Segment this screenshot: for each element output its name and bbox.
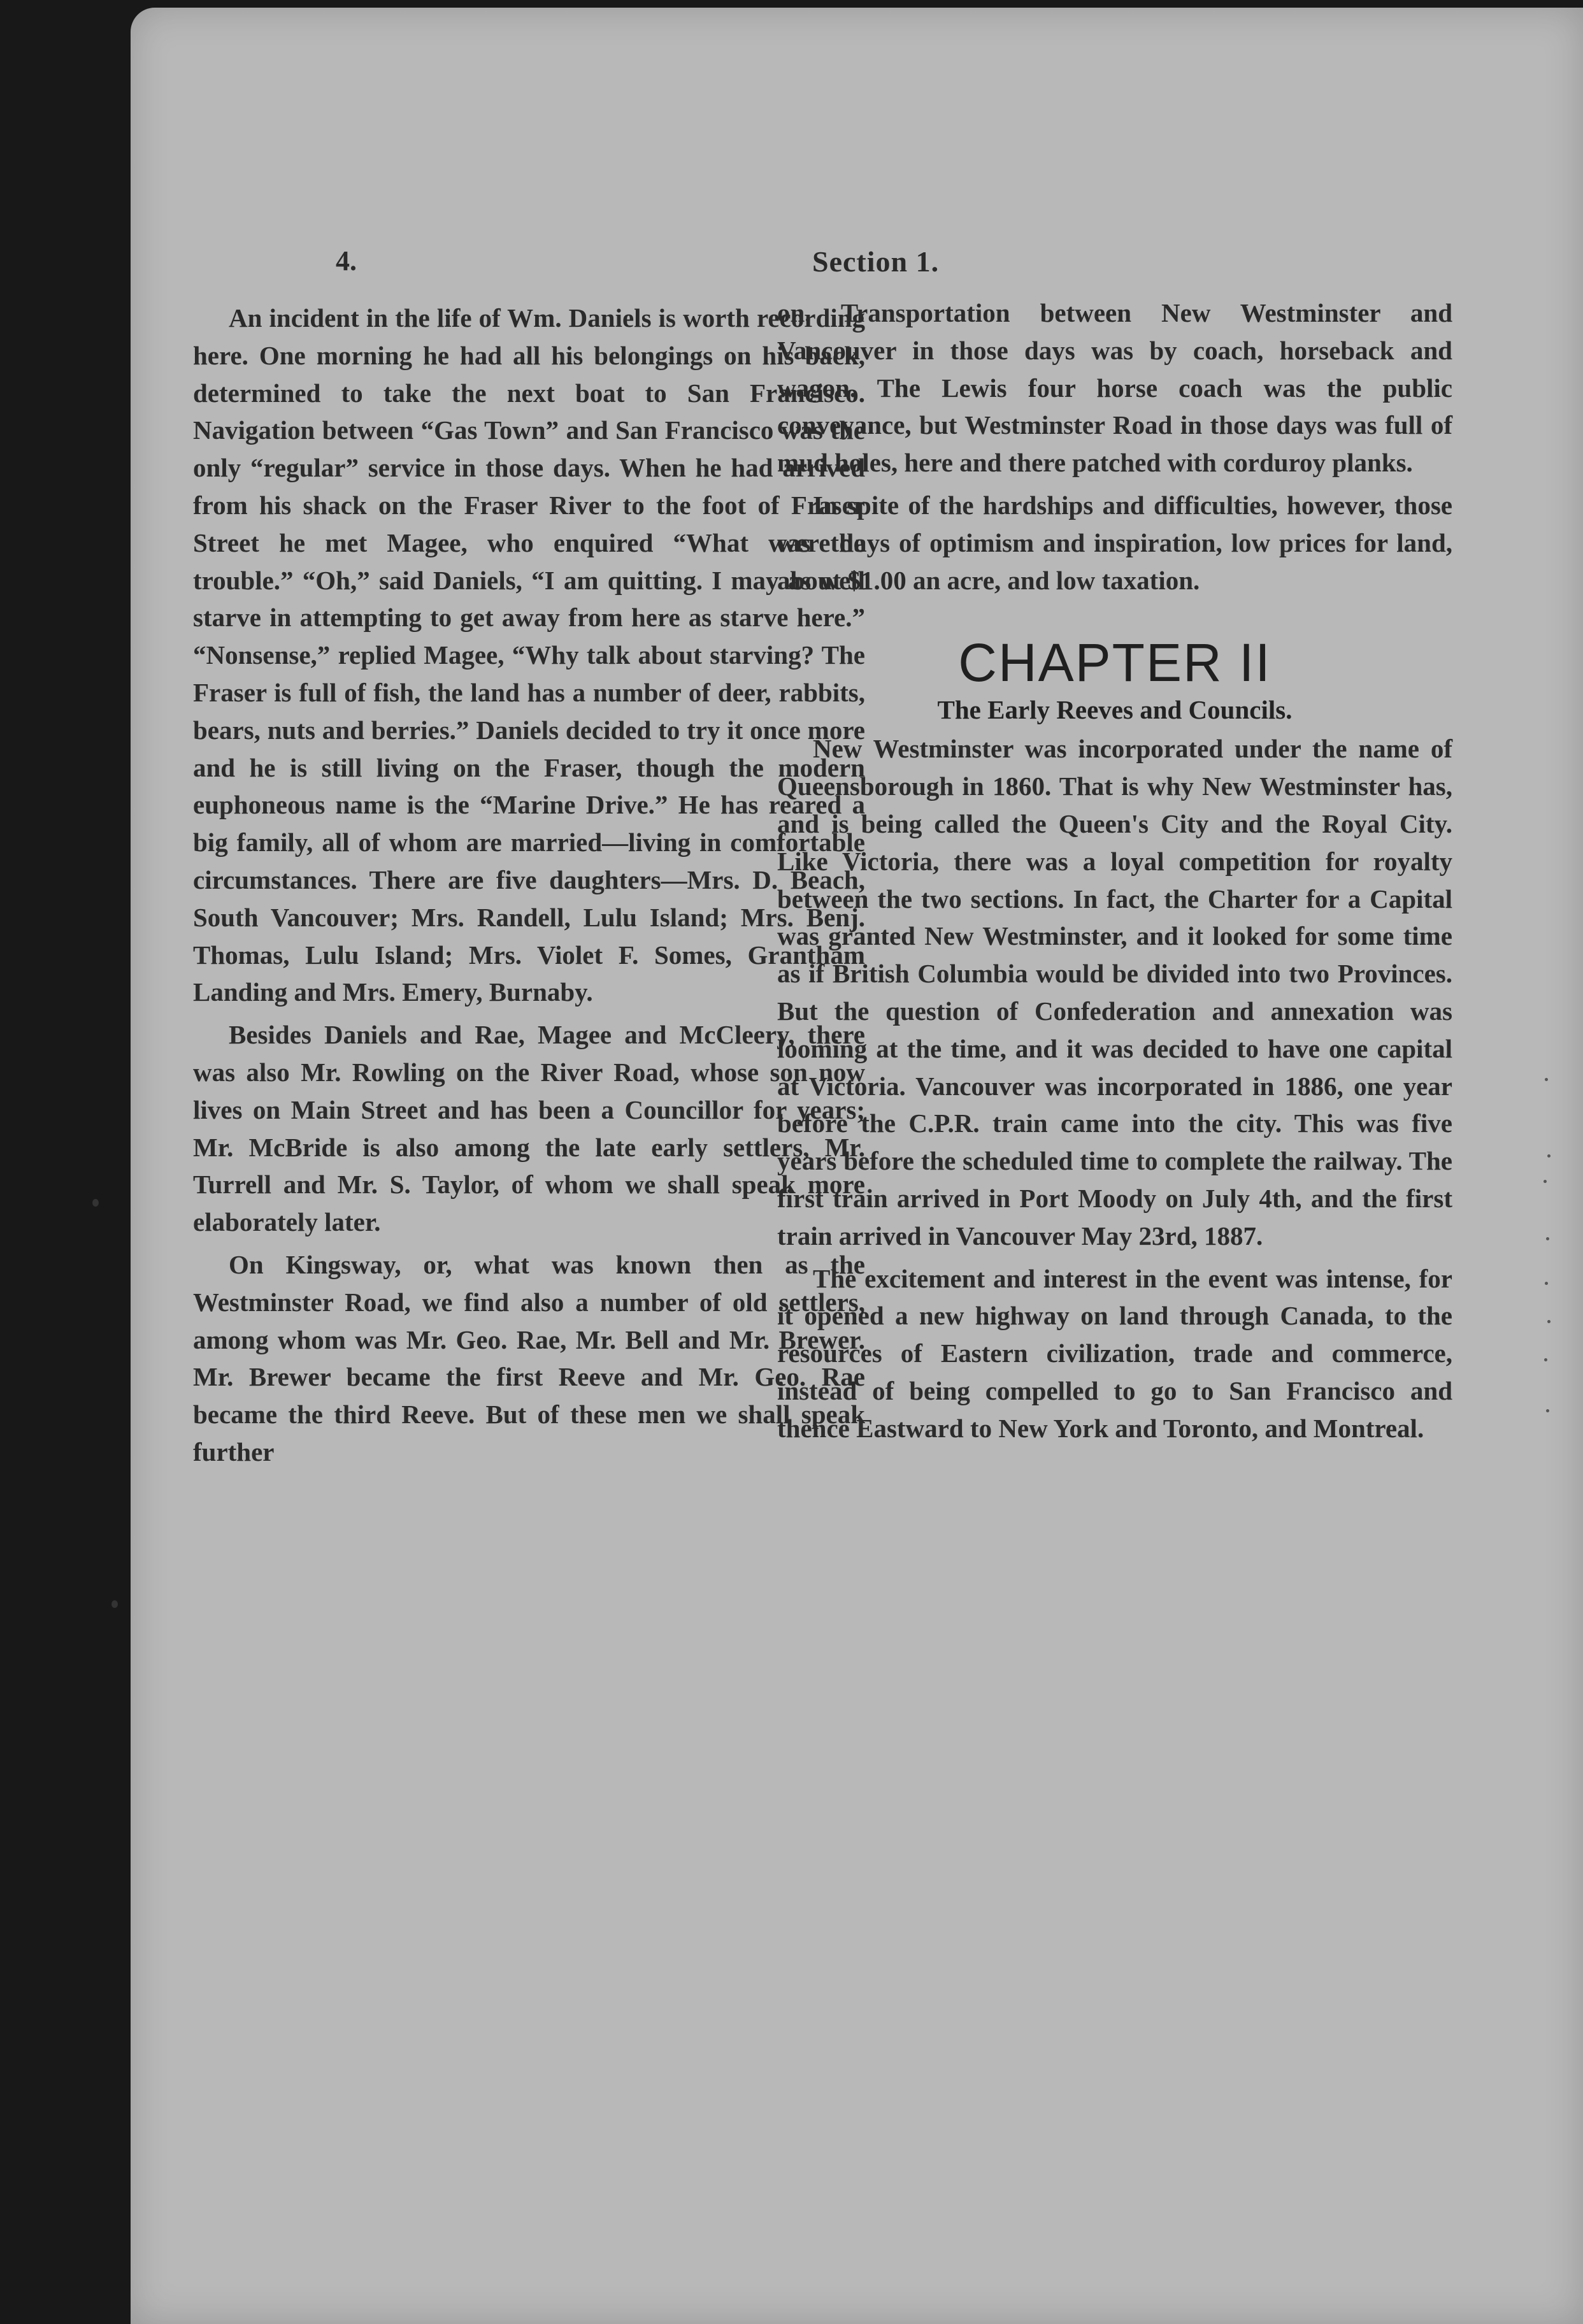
- left-column: [193, 299, 865, 1471]
- ink-speck: [111, 1600, 118, 1608]
- paragraph-other-settlers: Besides Daniels and Rae, Magee and McCleery, there was also Mr. Rowling on the River Road, whose son now lives on Main Street and has been a Councillor for years; Mr. McBride is also among the late early settlers, Mr. Turrell and Mr. S. Taylor, of whom we shall speak more elaborately later.: [193, 1020, 865, 1237]
- ink-speck: [92, 1199, 99, 1207]
- paragraph-excitement: The excitement and interest in the event was intense, for it opened a new highway on land through Canada, to the resources of Eastern civilization, trade and commerce, instead of being compelled to go to San Francisco and thence Eastward to New York and Toronto, and Montreal.: [777, 1263, 1452, 1443]
- margin-specks: [1538, 1078, 1558, 1460]
- chapter-subtitle: The Early Reeves and Councils.: [937, 695, 1293, 725]
- page-number: 4.: [336, 245, 357, 276]
- paragraph-kingsway-settlers: On Kingsway, or, what was known then as the Westminster Road, we find also a number of old settlers, among whom was Mr. Geo. Rae, Mr. Bell and Mr. Brewer. Mr. Brewer became the first Reeve and Mr. Geo. Rae became the third Reeve. But of these men we shall speak further: [193, 1249, 865, 1467]
- paragraph-transportation: on. Transportation between New Westminster and Vancouver in those days was by coach, horseback and wagon. The Lewis four horse coach was the public conveyance, but Westminster Road in those days was full of mud holes, here and there patched with corduroy planks.: [777, 298, 1452, 478]
- page-header: [131, 245, 1583, 289]
- section-heading: Section 1.: [812, 245, 940, 278]
- right-column: [777, 294, 1452, 1447]
- paragraph-daniels-incident: An incident in the life of Wm. Daniels is worth recording here. One morning he had all his belongings on his back, determined to take the next boat to San Francisco. Navigation between “Gas Town” and San Francisco was the only “regular” service in those days. When he had arrived from his shack on the Fraser River to the foot of Fraser Street he met Magee, who enquired “What was the trouble.” “Oh,” said Daniels, “I am quitting. I may as well starve in attempting to get away from here as starve here.” “Nonsense,” replied Magee, “Why talk about starving? The Fraser is full of fish, the land has a number of deer, rabbits, bears, nuts and berries.” Daniels decided to try it once more and he is still living on the Fraser, though the modern euphoneous name is the “Marine Drive.” He has reared a big family, all of whom are married—living in comfortable circumstances. There are five daughters—Mrs. D. Beach, South Vancouver; Mrs. Randell, Lulu Island; Mrs. Benj. Thomas, Lulu Island; Mrs. Violet F. Somes, Grantham Landing and Mrs. Emery, Burnaby.: [193, 303, 865, 1007]
- paragraph-hardships: In spite of the hardships and difficulties, however, those were days of optimism and inspiration, low prices for land, about $1.00 an acre, and low taxation.: [777, 490, 1452, 595]
- paragraph-new-westminster: New Westminster was incorporated under the name of Queensborough in 1860. That is why New Westminster has, and is being called the Queen's City and the Royal City. Like Victoria, there was a loyal competition for royalty between the two sections. In fact, the Charter for a Capital was granted New Westminster, and it looked for some time as if British Columbia would be divided into two Provinces. But the question of Confederation and annexation was looming at the time, and it was decided to have one capital at Victoria. Vancouver was incorporated in 1886, one year before the C.P.R. train came into the city. This was five years before the scheduled time to complete the railway. The first train arrived in Port Moody on July 4th, and the first train arrived in Vancouver May 23rd, 1887.: [777, 734, 1452, 1251]
- chapter-heading: CHAPTER II: [958, 633, 1271, 693]
